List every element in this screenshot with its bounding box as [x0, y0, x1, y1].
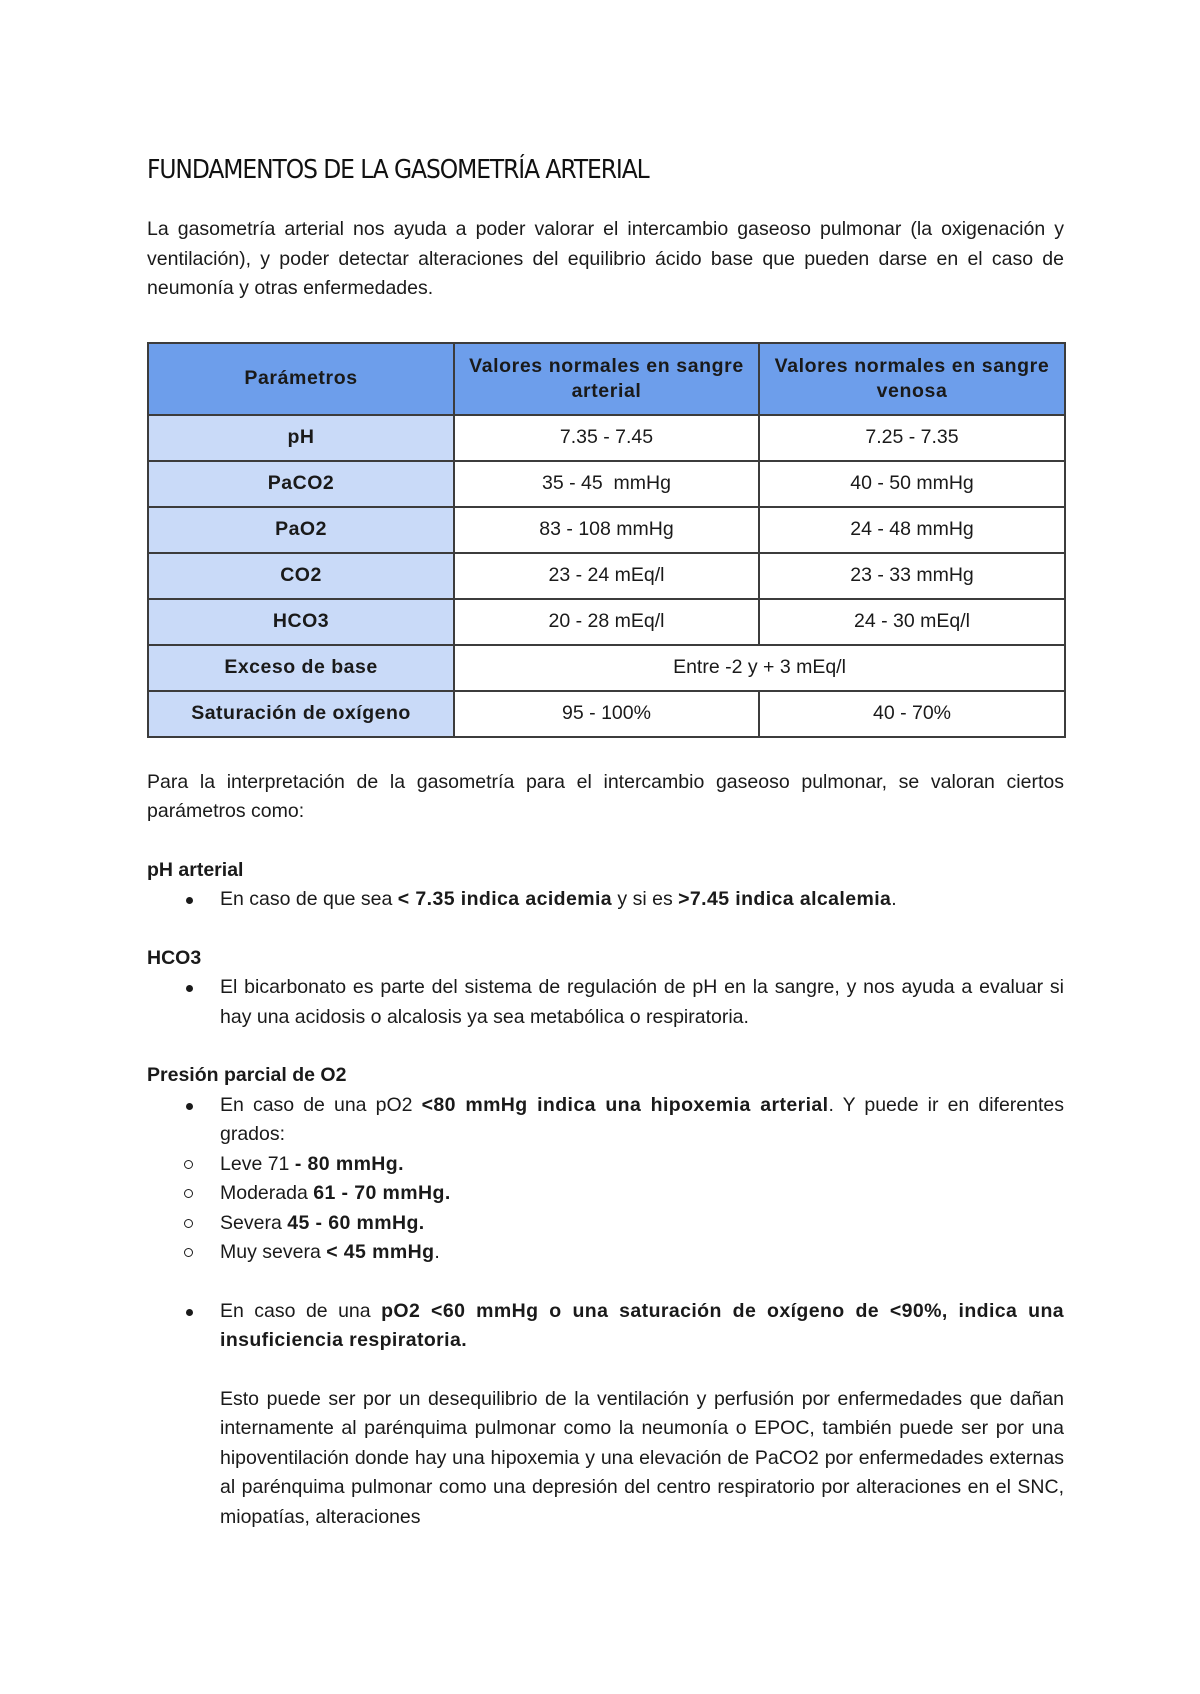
venosa-cell: 24 - 30 mEq/l: [759, 599, 1065, 645]
arterial-cell: 35 - 45 mmHg: [454, 461, 759, 507]
grade-tail: .: [434, 1241, 440, 1263]
arterial-cell: 23 - 24 mEq/l: [454, 553, 759, 599]
table-row: [148, 645, 1065, 691]
table-row: [148, 461, 1065, 507]
arterial-cell: 7.35 - 7.45: [454, 415, 759, 461]
grade-item: [147, 1238, 1064, 1268]
header-parametros: Parámetros: [148, 343, 454, 415]
text-run: En caso de una: [220, 1299, 382, 1322]
param-cell: HCO3: [148, 599, 454, 645]
venosa-cell: 40 - 50 mmHg: [759, 461, 1065, 507]
section-heading-hco3: HCO3: [147, 946, 202, 969]
hypoxemia-grades-list: [147, 1150, 1064, 1268]
text-run: . Y puede ir en diferentes grados:: [220, 1093, 1064, 1145]
text-run: y si es: [612, 888, 679, 910]
list-item: [147, 1091, 1064, 1268]
venosa-cell: 40 - 70%: [759, 691, 1065, 737]
arterial-cell: 83 - 108 mmHg: [454, 507, 759, 553]
hco3-bullet-list: [147, 973, 1064, 1032]
param-cell: PaO2: [148, 507, 454, 553]
bold-run: < 7.35 indica acidemia: [397, 888, 613, 910]
bold-run: >7.45 indica alcalemia: [678, 888, 892, 910]
table-row: [148, 691, 1065, 737]
grade-item: [147, 1209, 1064, 1239]
po2-bullet-list: [147, 1091, 1064, 1533]
grade-label: Muy severa: [220, 1241, 327, 1263]
list-item: [147, 885, 1064, 915]
text-run: En caso de una pO2: [220, 1093, 422, 1116]
venosa-cell: 23 - 33 mmHg: [759, 553, 1065, 599]
section-heading-ph: pH arterial: [147, 858, 244, 881]
param-cell: CO2: [148, 553, 454, 599]
document-title: FUNDAMENTOS DE LA GASOMETRÍA ARTERIAL: [147, 155, 649, 185]
venosa-cell: 24 - 48 mmHg: [759, 507, 1065, 553]
grade-value: - 80 mmHg.: [294, 1152, 404, 1175]
param-cell: Exceso de base: [148, 645, 454, 691]
continuation-paragraph: Esto puede ser por un desequilibrio de la ventilación y perfusión por enfermedades que dañan internamente al parénquima pulmonar como la neumonía o EPOC, también puede ser por una hipoventilación donde hay una hipoxemia y una elevación de PaCO2 por enfermedades externas al parénquima pulmonar como una depresión del centro respiratorio por alteraciones en el SNC, miopatías, alteraciones: [220, 1387, 1064, 1528]
table-header-row: [148, 343, 1065, 415]
header-arterial: Valores normales en sangre arterial: [454, 343, 759, 415]
section-heading-po2: Presión parcial de O2: [147, 1064, 347, 1086]
bold-run: <80 mmHg indica una hipoxemia arterial: [421, 1093, 829, 1116]
list-item: [147, 1297, 1064, 1533]
intro-paragraph: La gasometría arterial nos ayuda a poder valorar el intercambio gaseoso pulmonar (la oxigenación y ventilación), y poder detectar alteraciones del equilibrio ácido base que pueden darse en el caso de neumonía y otras enfermedades.: [147, 218, 1064, 299]
param-cell: pH: [148, 415, 454, 461]
document-page: [147, 150, 1064, 1532]
grade-label: Severa: [220, 1211, 288, 1234]
ph-bullet-list: [147, 885, 1064, 915]
table-row: [148, 415, 1065, 461]
grade-label: Moderada: [220, 1182, 314, 1204]
venosa-cell: 7.25 - 7.35: [759, 415, 1065, 461]
grade-item: [147, 1150, 1064, 1180]
interpretation-paragraph: Para la interpretación de la gasometría para el intercambio gaseoso pulmonar, se valoran ciertos parámetros como:: [147, 770, 1064, 822]
text-run: .: [891, 888, 897, 910]
merged-value-cell: Entre -2 y + 3 mEq/l: [454, 645, 1065, 691]
text-run: En caso de que sea: [220, 888, 398, 910]
table-row: [148, 507, 1065, 553]
arterial-cell: 95 - 100%: [454, 691, 759, 737]
param-cell: PaCO2: [148, 461, 454, 507]
table-row: [148, 599, 1065, 645]
bold-run: pO2 <60 mmHg o una saturación de oxígeno de <90%, indica una insuficiencia respiratoria.: [220, 1299, 1065, 1351]
table-row: [148, 553, 1065, 599]
grade-item: [147, 1179, 1064, 1209]
grade-value: 45 - 60 mmHg.: [287, 1211, 425, 1234]
grade-value: 61 - 70 mmHg.: [313, 1182, 451, 1204]
grade-value: < 45 mmHg: [326, 1241, 435, 1263]
gasometry-table: [147, 342, 1066, 738]
list-item: El bicarbonato es parte del sistema de regulación de pH en la sangre, y nos ayuda a evaluar si hay una acidosis o alcalosis ya sea metabólica o respiratoria.: [147, 973, 1064, 1032]
header-venosa: Valores normales en sangre venosa: [759, 343, 1065, 415]
grade-label: Leve 71: [220, 1152, 295, 1175]
arterial-cell: 20 - 28 mEq/l: [454, 599, 759, 645]
param-cell: Saturación de oxígeno: [148, 691, 454, 737]
